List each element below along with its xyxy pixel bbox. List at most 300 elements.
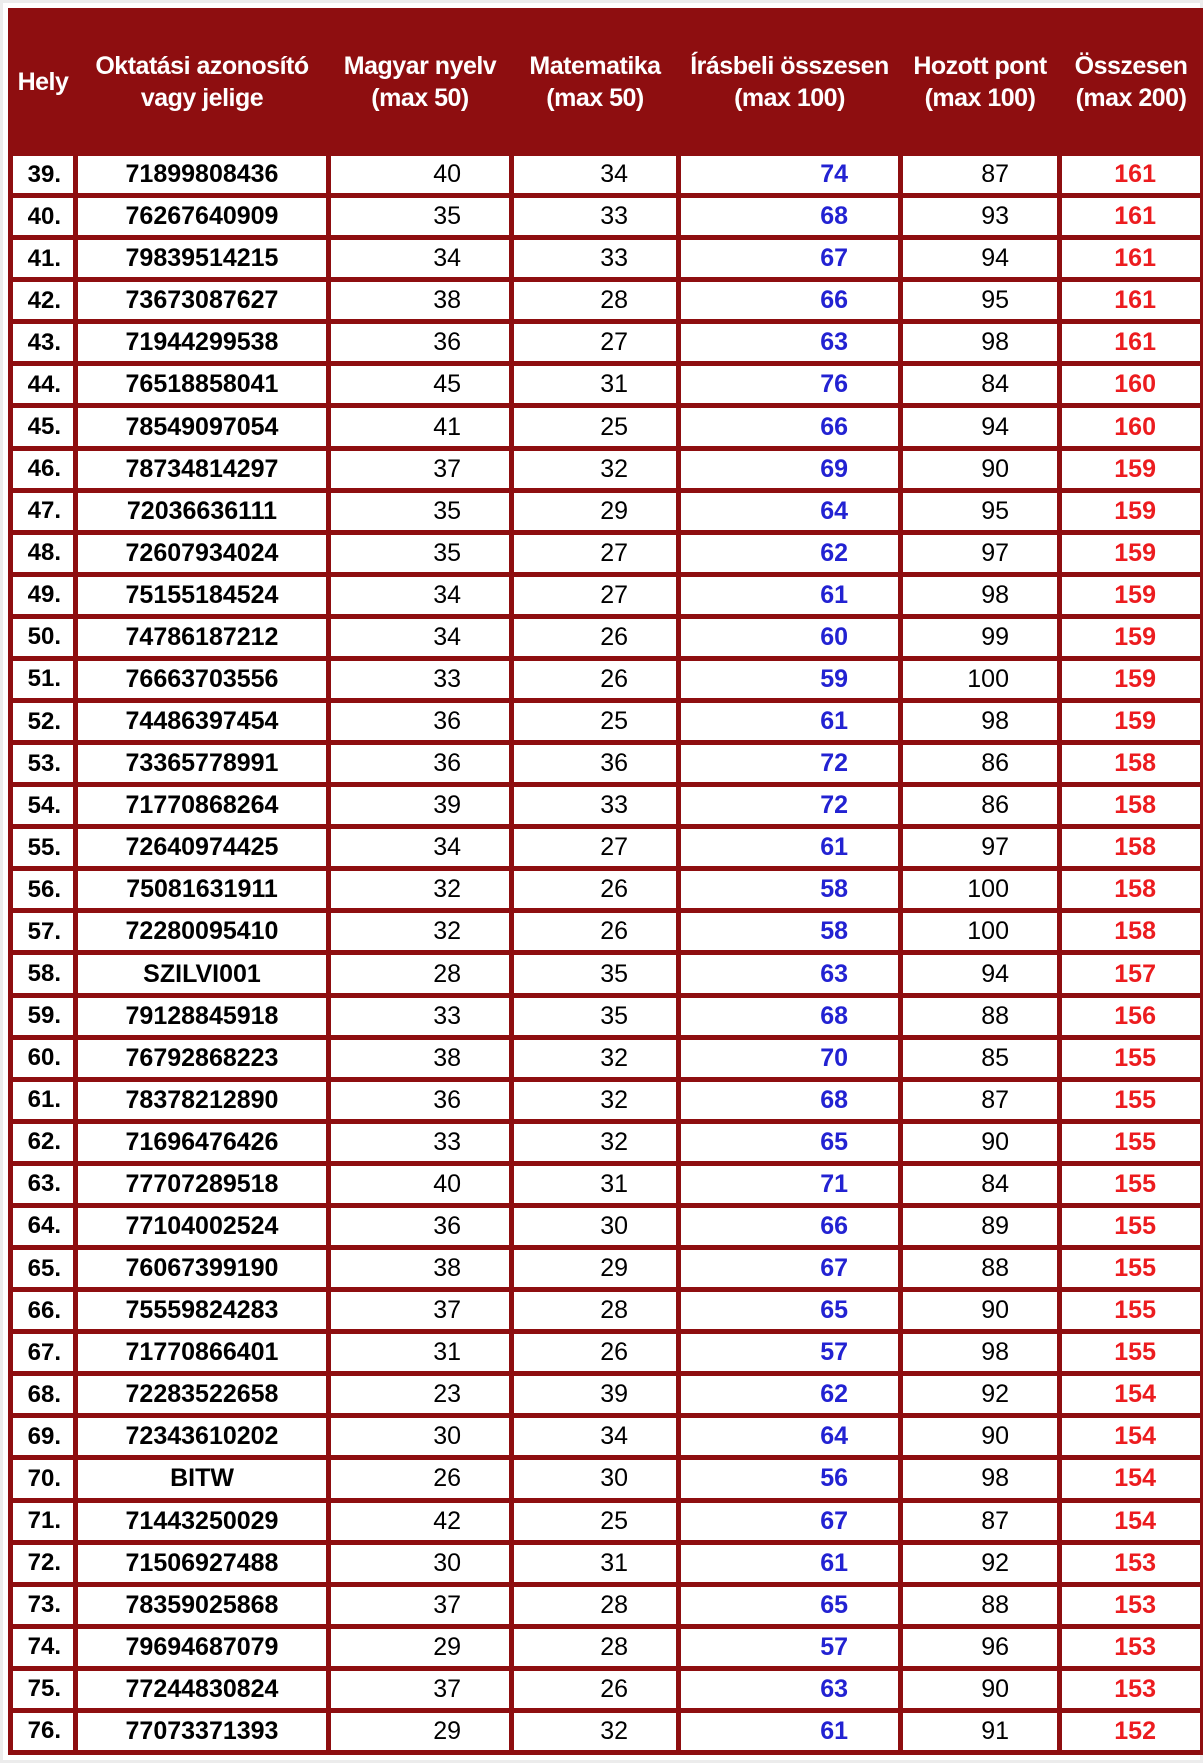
cell-hozott: 90 [903, 1292, 1057, 1329]
cell-id: 77244830824 [78, 1671, 326, 1708]
table-header [13, 13, 1200, 151]
cell-hely: 46. [13, 451, 73, 488]
cell-hely: 66. [13, 1292, 73, 1329]
cell-osszesen: 155 [1062, 1082, 1200, 1119]
cell-id: 72036636111 [78, 493, 326, 530]
cell-hely: 50. [13, 619, 73, 656]
cell-irasbeli: 56 [681, 1460, 898, 1497]
table-row [13, 661, 1200, 698]
cell-matek: 31 [514, 1166, 676, 1203]
table-row [13, 1292, 1200, 1329]
cell-irasbeli: 69 [681, 451, 898, 488]
cell-id: 72343610202 [78, 1418, 326, 1455]
table-row [13, 451, 1200, 488]
cell-irasbeli: 61 [681, 1545, 898, 1582]
cell-hely: 56. [13, 871, 73, 908]
cell-matek: 36 [514, 745, 676, 782]
header-row [13, 13, 1200, 151]
cell-hozott: 88 [903, 1587, 1057, 1624]
cell-osszesen: 159 [1062, 493, 1200, 530]
cell-osszesen: 153 [1062, 1671, 1200, 1708]
table-row [13, 1166, 1200, 1203]
cell-hely: 59. [13, 998, 73, 1035]
col-header-id-sub: vagy jelige [140, 84, 264, 112]
col-header-id-label: Oktatási azonosító [95, 52, 309, 80]
cell-magyar: 35 [331, 493, 509, 530]
cell-magyar: 40 [331, 1166, 509, 1203]
cell-hely: 58. [13, 955, 73, 992]
cell-osszesen: 154 [1062, 1418, 1200, 1455]
table-row [13, 1503, 1200, 1540]
cell-hely: 74. [13, 1629, 73, 1666]
cell-osszesen: 153 [1062, 1629, 1200, 1666]
cell-matek: 32 [514, 1040, 676, 1077]
cell-osszesen: 155 [1062, 1250, 1200, 1287]
cell-hozott: 94 [903, 955, 1057, 992]
cell-id: 74486397454 [78, 703, 326, 740]
cell-id: 73673087627 [78, 282, 326, 319]
cell-osszesen: 161 [1062, 324, 1200, 361]
cell-hely: 63. [13, 1166, 73, 1203]
cell-id: 78378212890 [78, 1082, 326, 1119]
table-row [13, 703, 1200, 740]
col-header-hely-label: Hely [17, 68, 69, 96]
cell-magyar: 33 [331, 1124, 509, 1161]
cell-id: 76518858041 [78, 366, 326, 403]
cell-magyar: 36 [331, 745, 509, 782]
cell-osszesen: 159 [1062, 577, 1200, 614]
cell-osszesen: 159 [1062, 535, 1200, 572]
table-row [13, 1629, 1200, 1666]
cell-hely: 43. [13, 324, 73, 361]
cell-hozott: 95 [903, 282, 1057, 319]
cell-matek: 26 [514, 1334, 676, 1371]
cell-id: 71770866401 [78, 1334, 326, 1371]
cell-hozott: 100 [903, 871, 1057, 908]
cell-id: 76067399190 [78, 1250, 326, 1287]
table-row [13, 1250, 1200, 1287]
cell-osszesen: 161 [1062, 198, 1200, 235]
cell-magyar: 30 [331, 1545, 509, 1582]
table-row [13, 787, 1200, 824]
cell-magyar: 37 [331, 1292, 509, 1329]
cell-irasbeli: 65 [681, 1292, 898, 1329]
cell-irasbeli: 66 [681, 1208, 898, 1245]
cell-hozott: 96 [903, 1629, 1057, 1666]
cell-magyar: 34 [331, 619, 509, 656]
cell-irasbeli: 65 [681, 1124, 898, 1161]
cell-magyar: 38 [331, 1250, 509, 1287]
cell-hely: 51. [13, 661, 73, 698]
table-row [13, 1376, 1200, 1413]
cell-hely: 48. [13, 535, 73, 572]
cell-id: 71770868264 [78, 787, 326, 824]
results-table [8, 8, 1203, 1755]
cell-hely: 57. [13, 913, 73, 950]
table-row [13, 535, 1200, 572]
cell-magyar: 33 [331, 661, 509, 698]
cell-matek: 32 [514, 1082, 676, 1119]
cell-magyar: 35 [331, 535, 509, 572]
cell-id: 71506927488 [78, 1545, 326, 1582]
table-row [13, 282, 1200, 319]
table-row [13, 1124, 1200, 1161]
cell-irasbeli: 74 [681, 156, 898, 193]
cell-magyar: 29 [331, 1629, 509, 1666]
col-header-irasbeli-sub: (max 100) [734, 84, 845, 112]
cell-magyar: 31 [331, 1334, 509, 1371]
cell-magyar: 36 [331, 1082, 509, 1119]
table-row [13, 1545, 1200, 1582]
cell-matek: 32 [514, 1713, 676, 1750]
col-header-matematika-label: Matematika [529, 52, 661, 80]
cell-id: 78734814297 [78, 451, 326, 488]
cell-irasbeli: 71 [681, 1166, 898, 1203]
cell-matek: 33 [514, 787, 676, 824]
cell-id: 72280095410 [78, 913, 326, 950]
cell-hozott: 90 [903, 1124, 1057, 1161]
cell-matek: 29 [514, 493, 676, 530]
cell-id: 75559824283 [78, 1292, 326, 1329]
cell-magyar: 37 [331, 451, 509, 488]
cell-hely: 45. [13, 408, 73, 445]
cell-hozott: 85 [903, 1040, 1057, 1077]
cell-hely: 52. [13, 703, 73, 740]
col-header-osszesen-sub: (max 200) [1075, 84, 1187, 112]
cell-magyar: 37 [331, 1587, 509, 1624]
cell-osszesen: 153 [1062, 1587, 1200, 1624]
cell-hozott: 100 [903, 913, 1057, 950]
cell-osszesen: 160 [1062, 408, 1200, 445]
col-header-hozott-sub: (max 100) [924, 84, 1036, 112]
cell-hely: 41. [13, 240, 73, 277]
cell-osszesen: 152 [1062, 1713, 1200, 1750]
cell-irasbeli: 67 [681, 1250, 898, 1287]
cell-hozott: 86 [903, 745, 1057, 782]
col-header-hozott-label: Hozott pont [913, 52, 1047, 80]
cell-matek: 30 [514, 1460, 676, 1497]
table-row [13, 324, 1200, 361]
cell-matek: 28 [514, 1292, 676, 1329]
cell-matek: 29 [514, 1250, 676, 1287]
cell-hozott: 87 [903, 156, 1057, 193]
cell-id: BITW [78, 1460, 326, 1497]
cell-id: 72607934024 [78, 535, 326, 572]
cell-irasbeli: 68 [681, 998, 898, 1035]
cell-hely: 60. [13, 1040, 73, 1077]
cell-irasbeli: 65 [681, 1587, 898, 1624]
cell-magyar: 45 [331, 366, 509, 403]
cell-magyar: 37 [331, 1671, 509, 1708]
table-row [13, 198, 1200, 235]
cell-hozott: 91 [903, 1713, 1057, 1750]
table-row [13, 1587, 1200, 1624]
table-row [13, 366, 1200, 403]
cell-magyar: 34 [331, 577, 509, 614]
cell-id: 78359025868 [78, 1587, 326, 1624]
table-row [13, 156, 1200, 193]
cell-osszesen: 155 [1062, 1166, 1200, 1203]
cell-hely: 54. [13, 787, 73, 824]
col-header-matematika-sub: (max 50) [546, 84, 644, 112]
results-table-body [13, 156, 1200, 1750]
cell-osszesen: 158 [1062, 829, 1200, 866]
cell-hely: 40. [13, 198, 73, 235]
cell-irasbeli: 61 [681, 1713, 898, 1750]
cell-osszesen: 158 [1062, 913, 1200, 950]
cell-id: 77707289518 [78, 1166, 326, 1203]
cell-magyar: 34 [331, 240, 509, 277]
cell-osszesen: 159 [1062, 619, 1200, 656]
table-row [13, 1040, 1200, 1077]
cell-irasbeli: 66 [681, 282, 898, 319]
cell-id: 72283522658 [78, 1376, 326, 1413]
cell-hely: 72. [13, 1545, 73, 1582]
cell-irasbeli: 63 [681, 1671, 898, 1708]
cell-irasbeli: 57 [681, 1334, 898, 1371]
col-header-matematika [514, 13, 676, 151]
cell-irasbeli: 58 [681, 913, 898, 950]
cell-hely: 39. [13, 156, 73, 193]
cell-irasbeli: 66 [681, 408, 898, 445]
cell-matek: 33 [514, 198, 676, 235]
table-row [13, 1460, 1200, 1497]
table-row [13, 955, 1200, 992]
cell-hozott: 93 [903, 198, 1057, 235]
col-header-id [78, 13, 326, 151]
table-row [13, 998, 1200, 1035]
table-row [13, 745, 1200, 782]
cell-irasbeli: 64 [681, 1418, 898, 1455]
cell-hely: 75. [13, 1671, 73, 1708]
cell-irasbeli: 70 [681, 1040, 898, 1077]
cell-magyar: 30 [331, 1418, 509, 1455]
table-row [13, 1082, 1200, 1119]
col-header-magyar [331, 13, 509, 151]
cell-id: 73365778991 [78, 745, 326, 782]
cell-hozott: 88 [903, 998, 1057, 1035]
table-row [13, 493, 1200, 530]
cell-irasbeli: 64 [681, 493, 898, 530]
cell-irasbeli: 68 [681, 1082, 898, 1119]
cell-hozott: 89 [903, 1208, 1057, 1245]
cell-irasbeli: 67 [681, 240, 898, 277]
table-row [13, 408, 1200, 445]
cell-irasbeli: 63 [681, 955, 898, 992]
cell-hely: 67. [13, 1334, 73, 1371]
cell-matek: 32 [514, 1124, 676, 1161]
cell-hely: 76. [13, 1713, 73, 1750]
cell-irasbeli: 62 [681, 535, 898, 572]
cell-irasbeli: 63 [681, 324, 898, 361]
cell-hely: 61. [13, 1082, 73, 1119]
cell-id: 76267640909 [78, 198, 326, 235]
cell-osszesen: 159 [1062, 451, 1200, 488]
cell-matek: 26 [514, 1671, 676, 1708]
cell-osszesen: 156 [1062, 998, 1200, 1035]
cell-magyar: 36 [331, 324, 509, 361]
cell-osszesen: 155 [1062, 1334, 1200, 1371]
cell-hozott: 97 [903, 829, 1057, 866]
cell-osszesen: 161 [1062, 240, 1200, 277]
cell-osszesen: 155 [1062, 1040, 1200, 1077]
cell-hozott: 100 [903, 661, 1057, 698]
cell-magyar: 39 [331, 787, 509, 824]
cell-hozott: 86 [903, 787, 1057, 824]
cell-magyar: 28 [331, 955, 509, 992]
cell-matek: 25 [514, 1503, 676, 1540]
cell-hozott: 98 [903, 1334, 1057, 1371]
cell-magyar: 34 [331, 829, 509, 866]
cell-hely: 65. [13, 1250, 73, 1287]
cell-irasbeli: 76 [681, 366, 898, 403]
cell-irasbeli: 60 [681, 619, 898, 656]
cell-hely: 42. [13, 282, 73, 319]
cell-matek: 28 [514, 1587, 676, 1624]
col-header-hozott [903, 13, 1057, 151]
cell-hozott: 87 [903, 1503, 1057, 1540]
cell-id: 74786187212 [78, 619, 326, 656]
cell-hozott: 98 [903, 703, 1057, 740]
col-header-magyar-sub: (max 50) [371, 84, 469, 112]
cell-matek: 33 [514, 240, 676, 277]
cell-hely: 47. [13, 493, 73, 530]
cell-matek: 28 [514, 282, 676, 319]
cell-osszesen: 155 [1062, 1124, 1200, 1161]
cell-id: SZILVI001 [78, 955, 326, 992]
cell-magyar: 23 [331, 1376, 509, 1413]
cell-hely: 71. [13, 1503, 73, 1540]
cell-irasbeli: 72 [681, 745, 898, 782]
col-header-osszesen [1062, 13, 1200, 151]
cell-matek: 35 [514, 955, 676, 992]
cell-id: 71443250029 [78, 1503, 326, 1540]
cell-id: 71899808436 [78, 156, 326, 193]
cell-hely: 62. [13, 1124, 73, 1161]
table-row [13, 1208, 1200, 1245]
cell-irasbeli: 59 [681, 661, 898, 698]
cell-magyar: 38 [331, 282, 509, 319]
cell-hely: 64. [13, 1208, 73, 1245]
cell-hely: 70. [13, 1460, 73, 1497]
cell-matek: 39 [514, 1376, 676, 1413]
cell-magyar: 36 [331, 703, 509, 740]
cell-id: 72640974425 [78, 829, 326, 866]
cell-osszesen: 153 [1062, 1545, 1200, 1582]
cell-irasbeli: 58 [681, 871, 898, 908]
cell-hozott: 98 [903, 324, 1057, 361]
cell-hozott: 90 [903, 1671, 1057, 1708]
table-row [13, 1334, 1200, 1371]
cell-irasbeli: 61 [681, 577, 898, 614]
cell-osszesen: 154 [1062, 1460, 1200, 1497]
cell-osszesen: 158 [1062, 745, 1200, 782]
cell-hozott: 84 [903, 366, 1057, 403]
cell-matek: 35 [514, 998, 676, 1035]
cell-magyar: 35 [331, 198, 509, 235]
cell-osszesen: 159 [1062, 661, 1200, 698]
cell-hozott: 95 [903, 493, 1057, 530]
cell-magyar: 29 [331, 1713, 509, 1750]
col-header-magyar-label: Magyar nyelv [343, 52, 497, 80]
table-row [13, 240, 1200, 277]
table-row [13, 577, 1200, 614]
cell-irasbeli: 67 [681, 1503, 898, 1540]
cell-hozott: 92 [903, 1545, 1057, 1582]
table-row [13, 1418, 1200, 1455]
cell-irasbeli: 62 [681, 1376, 898, 1413]
col-header-osszesen-label: Összesen [1074, 52, 1188, 80]
cell-matek: 34 [514, 156, 676, 193]
cell-matek: 27 [514, 577, 676, 614]
table-row [13, 619, 1200, 656]
table-row [13, 1671, 1200, 1708]
cell-matek: 31 [514, 1545, 676, 1582]
cell-hely: 53. [13, 745, 73, 782]
cell-osszesen: 157 [1062, 955, 1200, 992]
cell-osszesen: 161 [1062, 282, 1200, 319]
cell-matek: 26 [514, 913, 676, 950]
cell-hozott: 92 [903, 1376, 1057, 1413]
cell-magyar: 36 [331, 1208, 509, 1245]
cell-osszesen: 154 [1062, 1503, 1200, 1540]
cell-magyar: 33 [331, 998, 509, 1035]
cell-matek: 32 [514, 451, 676, 488]
cell-osszesen: 160 [1062, 366, 1200, 403]
col-header-irasbeli [681, 13, 898, 151]
cell-osszesen: 159 [1062, 703, 1200, 740]
cell-irasbeli: 72 [681, 787, 898, 824]
cell-hely: 69. [13, 1418, 73, 1455]
cell-irasbeli: 68 [681, 198, 898, 235]
cell-irasbeli: 61 [681, 703, 898, 740]
cell-magyar: 40 [331, 156, 509, 193]
cell-magyar: 26 [331, 1460, 509, 1497]
col-header-irasbeli-label: Írásbeli összesen [690, 52, 889, 80]
cell-matek: 27 [514, 535, 676, 572]
cell-matek: 25 [514, 408, 676, 445]
cell-matek: 26 [514, 619, 676, 656]
table-row [13, 871, 1200, 908]
cell-hozott: 98 [903, 1460, 1057, 1497]
cell-magyar: 38 [331, 1040, 509, 1077]
table-row [13, 913, 1200, 950]
cell-irasbeli: 57 [681, 1629, 898, 1666]
cell-magyar: 32 [331, 913, 509, 950]
cell-osszesen: 155 [1062, 1292, 1200, 1329]
cell-matek: 26 [514, 661, 676, 698]
table-row [13, 829, 1200, 866]
cell-id: 71696476426 [78, 1124, 326, 1161]
cell-id: 77104002524 [78, 1208, 326, 1245]
cell-hely: 49. [13, 577, 73, 614]
cell-hozott: 94 [903, 408, 1057, 445]
cell-id: 77073371393 [78, 1713, 326, 1750]
cell-id: 76792868223 [78, 1040, 326, 1077]
cell-hely: 55. [13, 829, 73, 866]
cell-id: 79128845918 [78, 998, 326, 1035]
cell-osszesen: 158 [1062, 787, 1200, 824]
cell-hozott: 90 [903, 451, 1057, 488]
cell-id: 79839514215 [78, 240, 326, 277]
cell-id: 75155184524 [78, 577, 326, 614]
cell-matek: 27 [514, 324, 676, 361]
cell-id: 76663703556 [78, 661, 326, 698]
cell-osszesen: 155 [1062, 1208, 1200, 1245]
cell-irasbeli: 61 [681, 829, 898, 866]
cell-hozott: 97 [903, 535, 1057, 572]
cell-matek: 34 [514, 1418, 676, 1455]
